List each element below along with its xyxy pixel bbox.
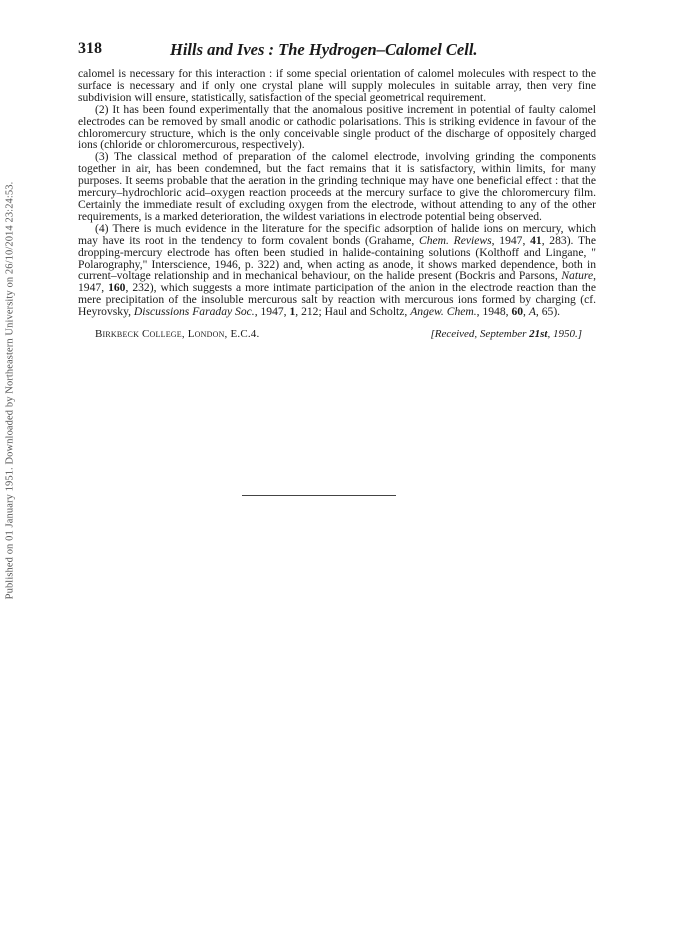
paragraph-point-2: (2) It has been found experimentally that the anomalous positive increment in potential of faulty calomel electrodes can be removed by small anodic or cathodic polarisations. This is striking evidence in favour of the chloromercury structure, which is the only conceivable single product of the discharge of oppositely charged ions (chloride or chloromercurous, respectively). xyxy=(78,102,596,152)
paragraph-continuation: calomel is necessary for this interaction : if some special orientation of calomel molecules with respect to the surface is necessary and if only one crystal plane will supply molecules in suitable array, then very fine subdivision will ensure, statistically, satisfaction of the special geometrical requirement. xyxy=(78,67,596,104)
received-day: 21st xyxy=(529,328,548,341)
running-title: Hills and Ives : The Hydrogen–Calomel Cell. xyxy=(170,40,478,59)
received-date xyxy=(430,328,582,340)
text-run: , 212; Haul and Scholtz, xyxy=(295,305,411,319)
citation-journal-discussions: Discussions Faraday Soc. xyxy=(133,305,255,319)
text-run: , 65). xyxy=(535,305,561,319)
citation-volume: 160 xyxy=(108,281,126,295)
running-head xyxy=(78,40,596,64)
author-affiliation: Birkbeck College, London, E.C.4. xyxy=(95,328,260,341)
article-body xyxy=(78,68,596,318)
journal-page xyxy=(78,40,596,342)
article-footer xyxy=(78,328,596,342)
text-run: , 1947, xyxy=(491,233,531,247)
citation-section: A xyxy=(528,305,536,319)
page-number: 318 xyxy=(78,40,102,57)
received-suffix: , 1950.] xyxy=(547,328,582,341)
text-run: , xyxy=(523,305,529,319)
text-run: , 232), which suggests a more intimate participation of the anion in the electrode reaction than the mere precipitation of the insoluble mercurous salt by reaction with mercurous ions formed by charging (cf. Heyrovsky, xyxy=(78,281,596,319)
download-watermark: Published on 01 January 1951. Downloaded by Northeastern University on 26/10/2014 23:24:53. xyxy=(4,181,16,600)
end-of-article-rule xyxy=(242,495,396,496)
text-run: , 283). The dropping-mercury electrode has often been studied in halide-containing solutions (Kolthoff and Lingane, " Polarography," Interscience, 1946, p. 322) and, when acting as anode, it shows marked dependence, both in current–voltage relationship and in mechanical behaviour, on the halide present (Bockris and Parsons, xyxy=(78,233,597,283)
text-run: , 1947, xyxy=(78,269,596,295)
received-prefix: [Received, September xyxy=(430,328,530,341)
text-run: (4) There is much evidence in the literature for the specific adsorption of halide ions on mercury, which may have its root in the tendency to form covalent bonds (Grahame, xyxy=(78,221,596,247)
citation-volume: 1 xyxy=(289,305,296,319)
citation-volume: 41 xyxy=(530,233,542,247)
citation-journal-angew-chem: Angew. Chem. xyxy=(410,305,477,319)
text-run: , 1948, xyxy=(476,305,512,319)
text-run: , 1947, xyxy=(254,305,290,319)
citation-journal-nature: Nature xyxy=(561,269,594,283)
paragraph-point-4 xyxy=(78,223,596,318)
citation-journal-chem-reviews: Chem. Reviews xyxy=(418,233,492,247)
citation-volume: 60 xyxy=(511,305,524,319)
paragraph-point-3: (3) The classical method of preparation of the calomel electrode, involving grinding the components together in air, has been condemned, but the fact remains that it is satisfactory, within limits, for many purposes. It seems probable that the aeration in the grinding technique may have one beneficial effect : that the mercury–hydrochloric acid–oxygen reaction proceeds at the mercury surface to give the chloromercury film. Certainly the immediate result of excluding oxygen from the electrode, without attending to any of the other requirements, is a marked deterioration, the wildest variations in electrode potential being observed. xyxy=(78,150,596,223)
